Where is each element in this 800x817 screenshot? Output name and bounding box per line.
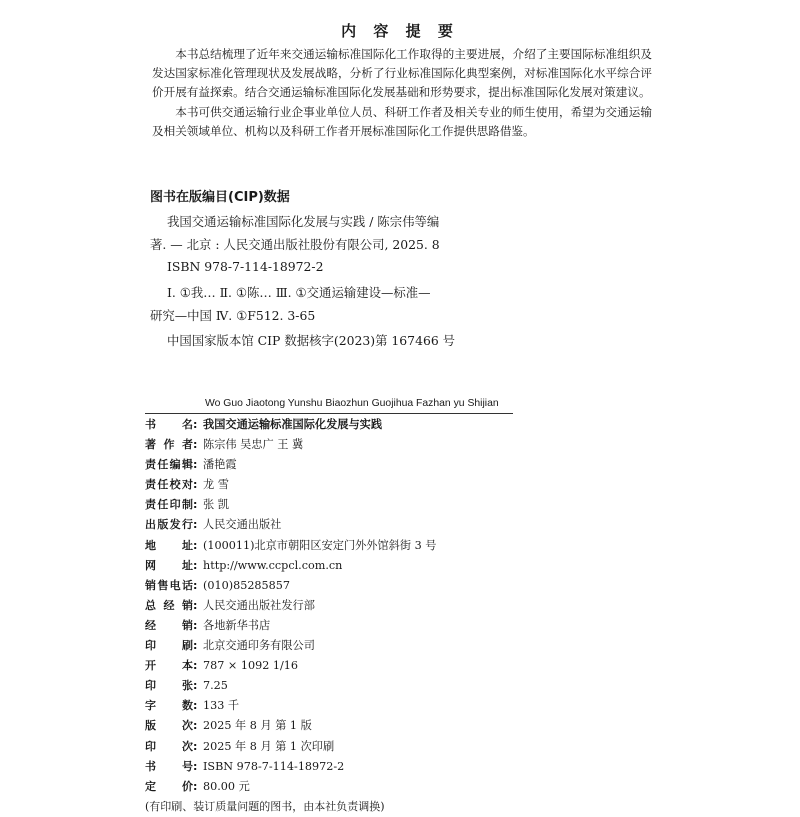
- imprint-row-isbn: 书号 : ISBN 978-7-114-18972-2: [145, 757, 525, 777]
- imprint-label: 责任校对: [145, 478, 193, 492]
- imprint-label: 版次: [145, 719, 193, 733]
- imprint-value: 2025 年 8 月 第 1 版: [203, 719, 312, 733]
- summary-title: 内 容 提 要: [341, 22, 459, 40]
- imprint-label: 著作者: [145, 438, 193, 452]
- imprint-label: 印刷: [145, 639, 193, 653]
- cip-record-number: 中国国家版本馆 CIP 数据核字(2023)第 167466 号: [167, 333, 456, 348]
- imprint-value: ISBN 978-7-114-18972-2: [203, 759, 345, 773]
- imprint-value: 787 × 1092 1/16: [203, 659, 298, 673]
- imprint-label: 印次: [145, 739, 193, 753]
- imprint-value: (010)85285857: [203, 578, 291, 592]
- imprint-row-sheets: 印张 : 7.25: [145, 676, 525, 696]
- imprint-row-title: 书名 : 我国交通运输标准国际化发展与实践: [145, 415, 525, 435]
- imprint-label: 责任编辑: [145, 458, 193, 472]
- quality-notice: (有印刷、装订质量问题的图书，由本社负责调换): [145, 799, 385, 813]
- pinyin-title: Wo Guo Jiaotong Yunshu Biaozhun Guojihua Fazhan yu Shijian: [205, 398, 499, 409]
- cip-isbn-line: ISBN 978-7-114-18972-2: [167, 259, 324, 274]
- imprint-value: http://www.ccpcl.com.cn: [203, 558, 343, 572]
- imprint-row-printing-supervisor: 责任印制 : 张 凯: [145, 495, 525, 515]
- imprint-table: [145, 415, 525, 817]
- imprint-label: 书名: [145, 418, 193, 431]
- imprint-value: 陈宗伟 吴忠广 王 冀: [203, 438, 304, 452]
- imprint-value: 张 凯: [203, 498, 229, 512]
- imprint-label: 责任印制: [145, 498, 193, 512]
- imprint-value: 北京交通印务有限公司: [203, 639, 315, 653]
- imprint-label: 定价: [145, 779, 193, 793]
- imprint-value: 龙 雪: [203, 478, 229, 492]
- imprint-label: 网址: [145, 558, 193, 572]
- summary-paragraph-1: 本书总结梳理了近年来交通运输标准国际化工作取得的主要进展，介绍了主要国际标准组织及发达国家标准化管理现状及发展战略，分析了行业标准国际化典型案例，对标准国际化水平综合评价开展有益探索。结合交通运输标准国际化发展基础和形势要求，提出标准国际化发展对策建议。: [152, 47, 652, 99]
- imprint-row-authors: 著作者 : 陈宗伟 吴忠广 王 冀: [145, 435, 525, 455]
- imprint-label: 总经销: [145, 598, 193, 612]
- imprint-label: 地址: [145, 538, 193, 552]
- imprint-value: 人民交通出版社: [203, 518, 282, 532]
- cip-line-2: 著. — 北京 : 人民交通出版社股份有限公司, 2025. 8: [150, 237, 440, 252]
- cip-classification-line-1: Ⅰ. ①我… Ⅱ. ①陈… Ⅲ. ①交通运输建设—标准—: [167, 285, 431, 300]
- imprint-row-website: 网址 : http://www.ccpcl.com.cn: [145, 556, 525, 576]
- imprint-value: (100011)北京市朝阳区安定门外外馆斜街 3 号: [203, 538, 437, 552]
- imprint-row-address: 地址 : (100011)北京市朝阳区安定门外外馆斜街 3 号: [145, 536, 525, 556]
- imprint-value: 7.25: [203, 679, 228, 693]
- cip-classification-line-2: 研究—中国 Ⅳ. ①F512. 3-65: [150, 308, 316, 323]
- imprint-label: 书号: [145, 759, 193, 773]
- imprint-label: 印张: [145, 679, 193, 693]
- cip-line-1: 我国交通运输标准国际化发展与实践 / 陈宗伟等编: [167, 214, 440, 229]
- imprint-row-publisher: 出版发行 : 人民交通出版社: [145, 515, 525, 535]
- imprint-row-proofreader: 责任校对 : 龙 雪: [145, 475, 525, 495]
- summary-paragraph-2: 本书可供交通运输行业企事业单位人员、科研工作者及相关专业的师生使用，希望为交通运输及相关领域单位、机构以及科研工作者开展标准国际化工作提供思路借鉴。: [152, 105, 652, 138]
- imprint-row-editor: 责任编辑 : 潘艳霞: [145, 455, 525, 475]
- cip-heading: 图书在版编目(CIP)数据: [150, 190, 290, 205]
- imprint-value: 人民交通出版社发行部: [203, 598, 315, 612]
- imprint-value: 各地新华书店: [203, 618, 271, 632]
- imprint-label: 字数: [145, 699, 193, 713]
- imprint-label: 经销: [145, 618, 193, 632]
- imprint-row-printer: 印刷 : 北京交通印务有限公司: [145, 636, 525, 656]
- imprint-row-format: 开本 : 787 × 1092 1/16: [145, 656, 525, 676]
- imprint-label: 销售电话: [145, 578, 193, 592]
- imprint-row-distributor: 经销 : 各地新华书店: [145, 616, 525, 636]
- imprint-value: 133 千: [203, 699, 240, 713]
- imprint-row-price: 定价 : 80.00 元: [145, 777, 525, 797]
- imprint-value: 潘艳霞: [203, 458, 237, 472]
- imprint-row-word-count: 字数 : 133 千: [145, 696, 525, 716]
- imprint-row-sales-phone: 销售电话 : (010)85285857: [145, 576, 525, 596]
- imprint-value: 我国交通运输标准国际化发展与实践: [203, 418, 383, 431]
- imprint-row-printing: 印次 : 2025 年 8 月 第 1 次印刷: [145, 737, 525, 757]
- imprint-divider: [145, 413, 513, 414]
- imprint-row-edition: 版次 : 2025 年 8 月 第 1 版: [145, 716, 525, 736]
- imprint-row-general-distributor: 总经销 : 人民交通出版社发行部: [145, 596, 525, 616]
- imprint-label: 开本: [145, 659, 193, 673]
- imprint-value: 2025 年 8 月 第 1 次印刷: [203, 739, 335, 753]
- imprint-value: 80.00 元: [203, 779, 250, 793]
- imprint-label: 出版发行: [145, 518, 193, 532]
